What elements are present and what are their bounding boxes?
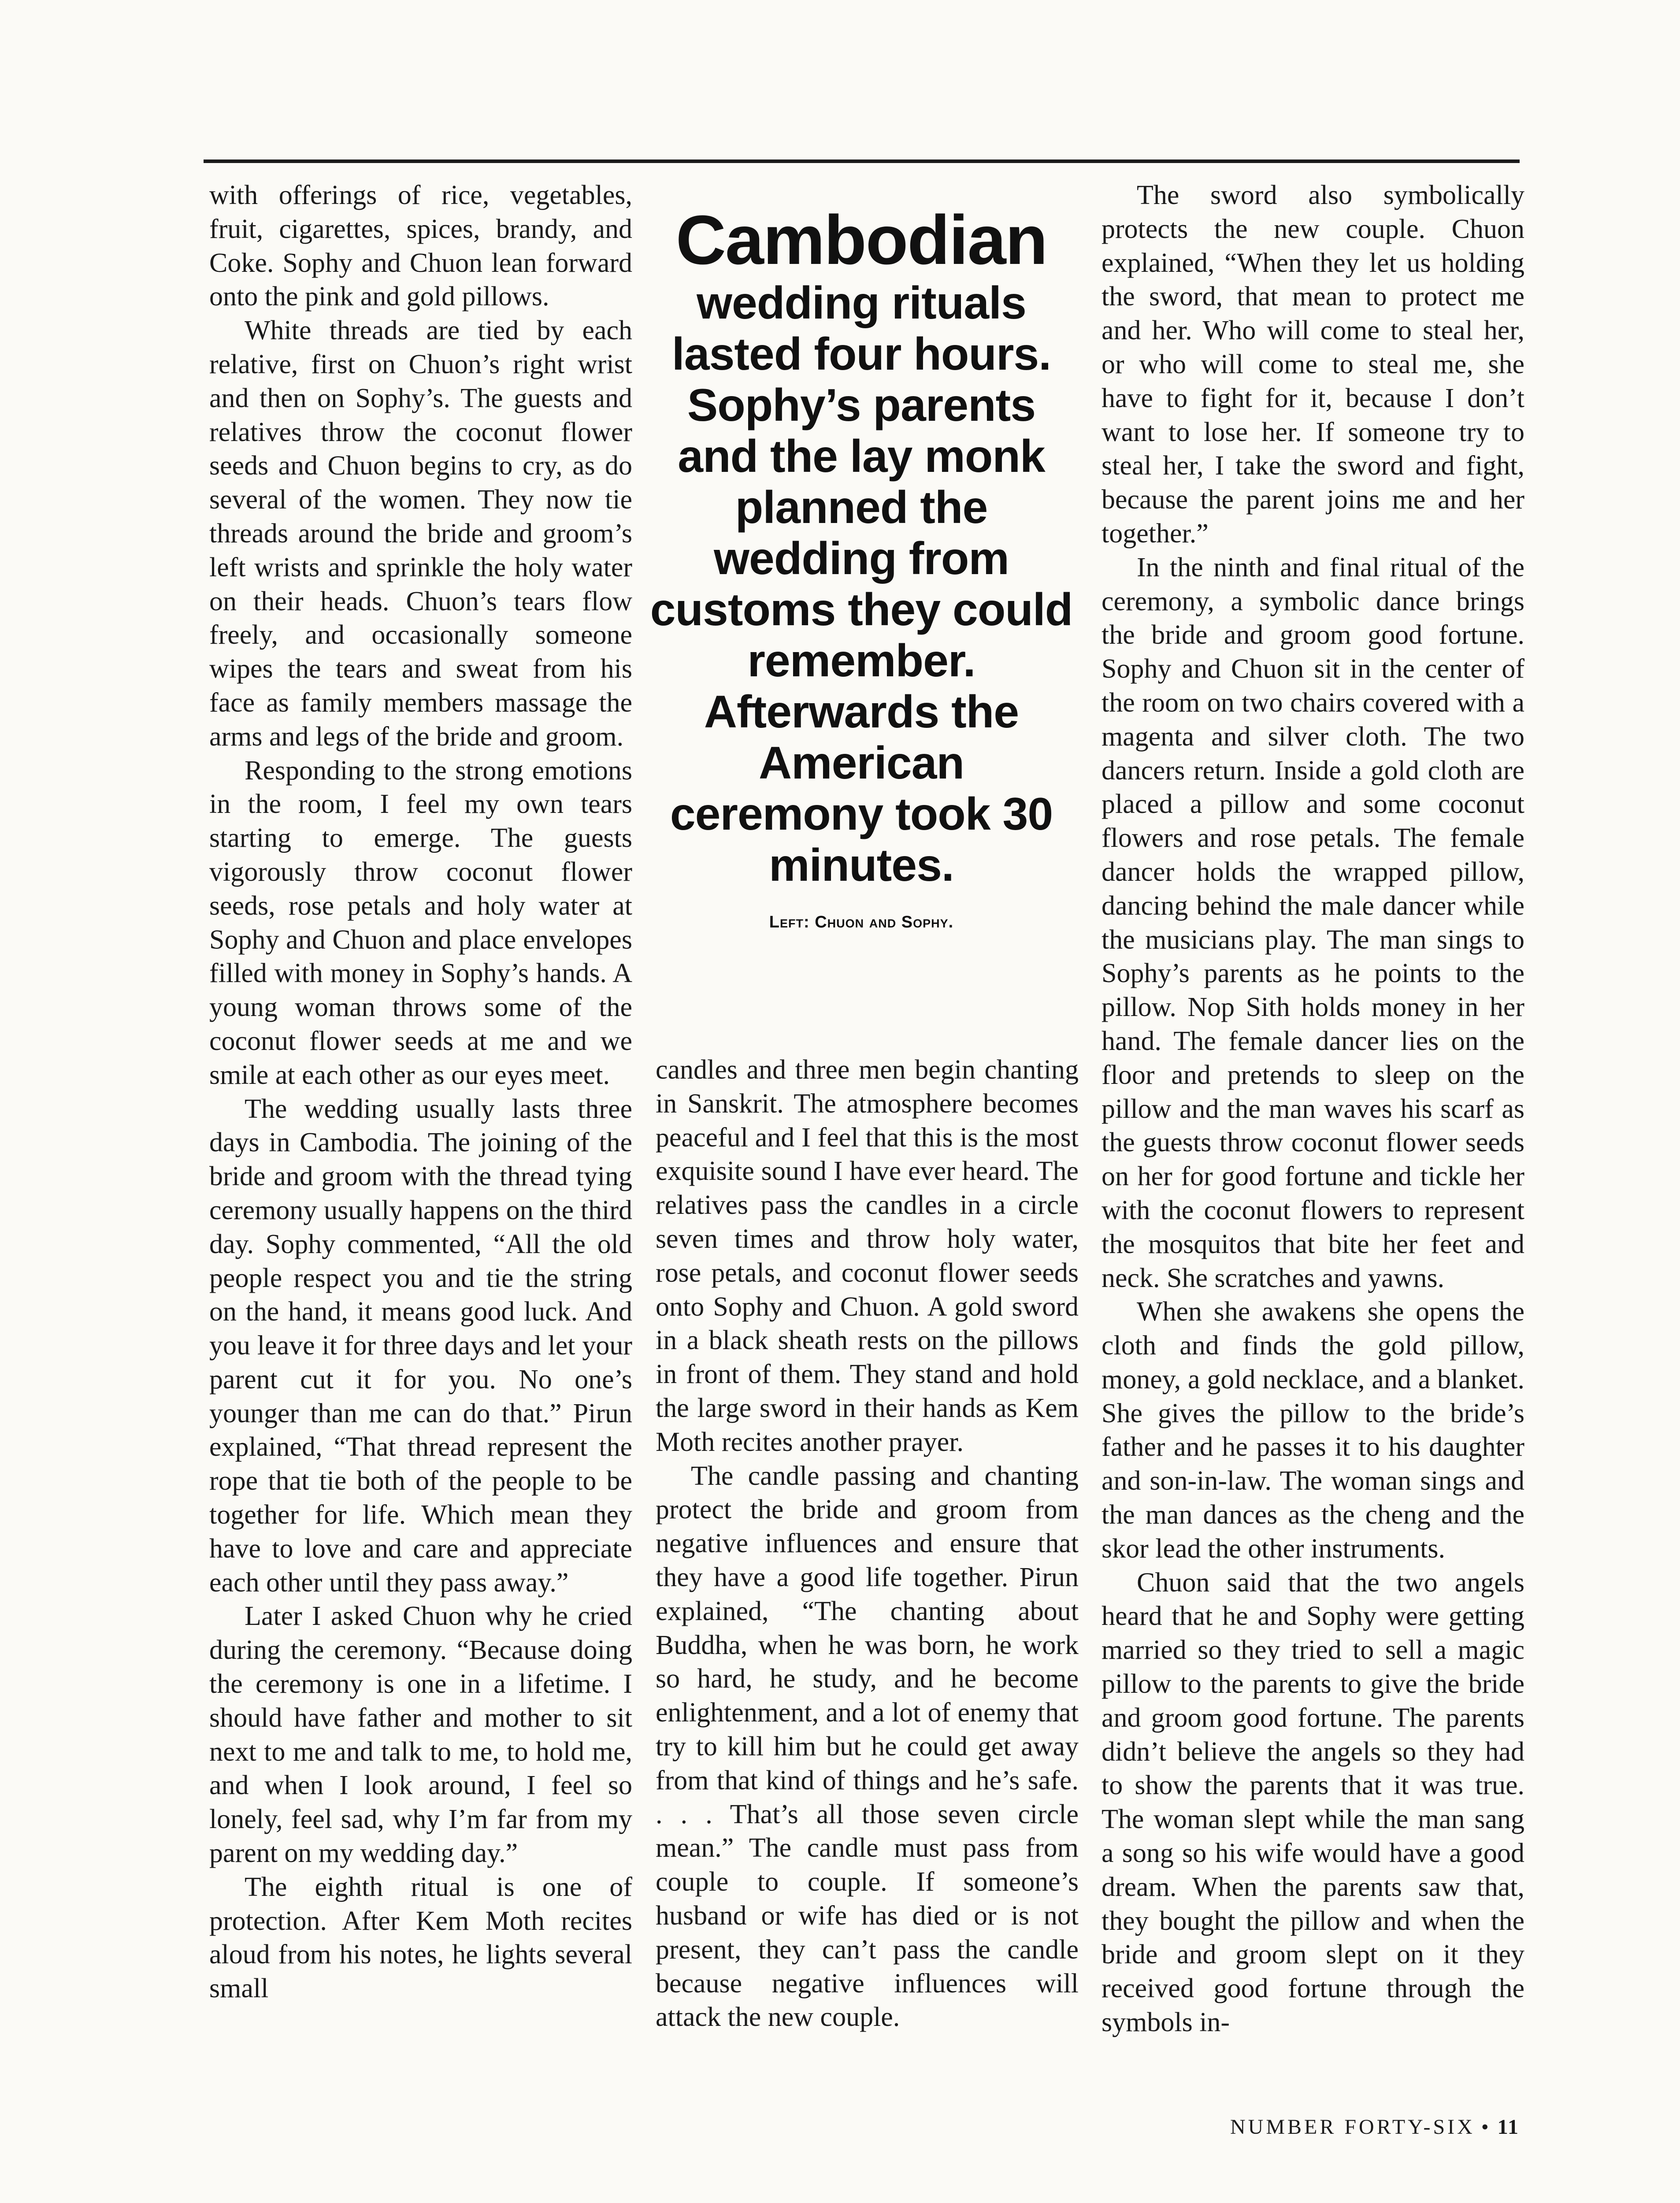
paragraph: White threads are tied by each relative, first on Chuon’s right wrist and then on Sophy’s. The guests and relatives throw the coconut flower seeds and Chuon begins to cry, as do several of the women. They now tie threads around the bride and groom’s left wrists and sprinkle the holy water on their heads. Chuon’s tears flow freely, and occasionally someone wipes the tears and sweat from his face as family members massage the arms and legs of the bride and groom. <box>209 315 632 752</box>
page-number: 11 <box>1497 2115 1519 2139</box>
paragraph: In the ninth and final ritual of the ceremony, a symbolic dance brings the bride and groom good fortune. Sophy and Chuon sit in the center of the room on two chairs covered with a magenta and silver cloth. The two dancers return. Inside a gold cloth are placed a pillow and some coconut flowers and rose petals. The female dancer holds the wrapped pillow, dancing behind the male dancer while the musicians play. The man sings to Sophy’s parents as he points to the pillow. Nop Sith holds money in her hand. The female dancer lies on the floor and pretends to sleep on the pillow and the man waves his scarf as the guests throw coconut flower seeds on her for good fortune and tickle her with the coconut flowers to represent the mosquitos that bite her feet and neck. She scratches and yawns. <box>1101 552 1524 1293</box>
paragraph: Responding to the strong emotions in the room, I feel my own tears starting to emerge. The guests vigorously throw coconut flower seeds, rose petals and holy water at Sophy and Chuon and place envelopes filled with money in Sophy’s hands. A young woman throws some of the coconut flower seeds at me and we smile at each other as our eyes meet. <box>209 755 632 1090</box>
pull-quote-title: Cambodian <box>675 201 1047 279</box>
paragraph: The sword also symbolically protects the new couple. Chuon explained, “When they let us holding the sword, that mean to protect me and her. Who will come to steal her, or who will come to steal me, she have to fight for it, because I don’t want to lose her. If someone try to steal her, I take the sword and fight, because the parent joins me and her together.” <box>1101 180 1524 549</box>
paragraph: The eighth ritual is one of protection. After Kem Moth recites aloud from his notes, he lights several small <box>209 1872 632 2004</box>
paragraph: candles and three men begin chanting in Sanskrit. The atmosphere becomes peaceful and I feel that this is the most exquisite sound I have ever heard. The relatives pass the candles in a circle seven times and throw holy water, rose petals, and coconut flower seeds onto Sophy and Chuon. A gold sword in a black sheath rests on the pillows in front of them. They stand and hold the large sword in their hands as Kem Moth recites another prayer. <box>656 1055 1079 1457</box>
paragraph: with offerings of rice, vegetables, fruit, cigarettes, spices, brandy, and Coke. Sophy and Chuon lean forward onto the pink and gold pillows. <box>209 180 632 312</box>
issue-label: NUMBER FORTY-SIX <box>1230 2115 1475 2139</box>
article-column-3 <box>1101 178 1524 2040</box>
pull-quote <box>650 201 1073 932</box>
pull-quote-body: wedding rituals lasted four hours. Sophy’s parents and the lay monk planned the wedding from customs they could remember. Afterwards the American ceremony took 30 minutes. <box>650 278 1073 891</box>
article-column-2 <box>656 1053 1079 2034</box>
page-footer <box>1230 2115 1519 2139</box>
paragraph: Chuon said that the two angels heard that he and Sophy were getting married so they tried to sell a magic pillow to the parents to give the bride and groom good fortune. The parents didn’t believe the angels so they had to show the parents that it was true. The woman slept while the man sang a song so his wife would have a good dream. When the parents saw that, they bought the pillow and when the bride and groom slept on it they received good fortune through the symbols in- <box>1101 1567 1524 2038</box>
paragraph: Later I asked Chuon why he cried during the ceremony. “Because doing the ceremony is one in a lifetime. I should have father and mother to sit next to me and talk to me, to hold me, and when I look around, I feel so lonely, feel sad, why I’m far from my parent on my wedding day.” <box>209 1601 632 1869</box>
paragraph: The candle passing and chanting protect the bride and groom from negative influences and ensure that they have a good life together. Pirun explained, “The chanting about Buddha, when he was born, he work so hard, he study, and he become enlightenment, and a lot of enemy that try to kill him but he could get away from that kind of things and he’s safe. . . . That’s all those seven circle mean.” The candle must pass from couple to couple. If someone’s husband or wife has died or is not present, they can’t pass the candle because negative influences will attack the new couple. <box>656 1461 1079 2032</box>
article-column-1 <box>209 178 632 2006</box>
paragraph: When she awakens she opens the cloth and finds the gold pillow, money, a gold necklace, and a blanket. She gives the pillow to the bride’s father and he passes it to his daughter and son-in-law. The woman sings and the man dances as the cheng and the skor lead the other instruments. <box>1101 1297 1524 1564</box>
photo-caption: Left: Chuon and Sophy. <box>769 913 954 931</box>
bullet-separator: • <box>1481 2115 1491 2139</box>
header-rule <box>204 159 1520 163</box>
paragraph: The wedding usually lasts three days in Cambodia. The joining of the bride and groom with the thread tying ceremony usually happens on the third day. Sophy commented, “All the old people respect you and tie the string on the hand, it means good luck. And you leave it for three days and let your parent cut it for you. No one’s younger than me can do that.” Pirun explained, “That thread represent the rope that tie both of the people to be together for life. Which mean they have to love and care and appreciate each other until they pass away.” <box>209 1094 632 1598</box>
